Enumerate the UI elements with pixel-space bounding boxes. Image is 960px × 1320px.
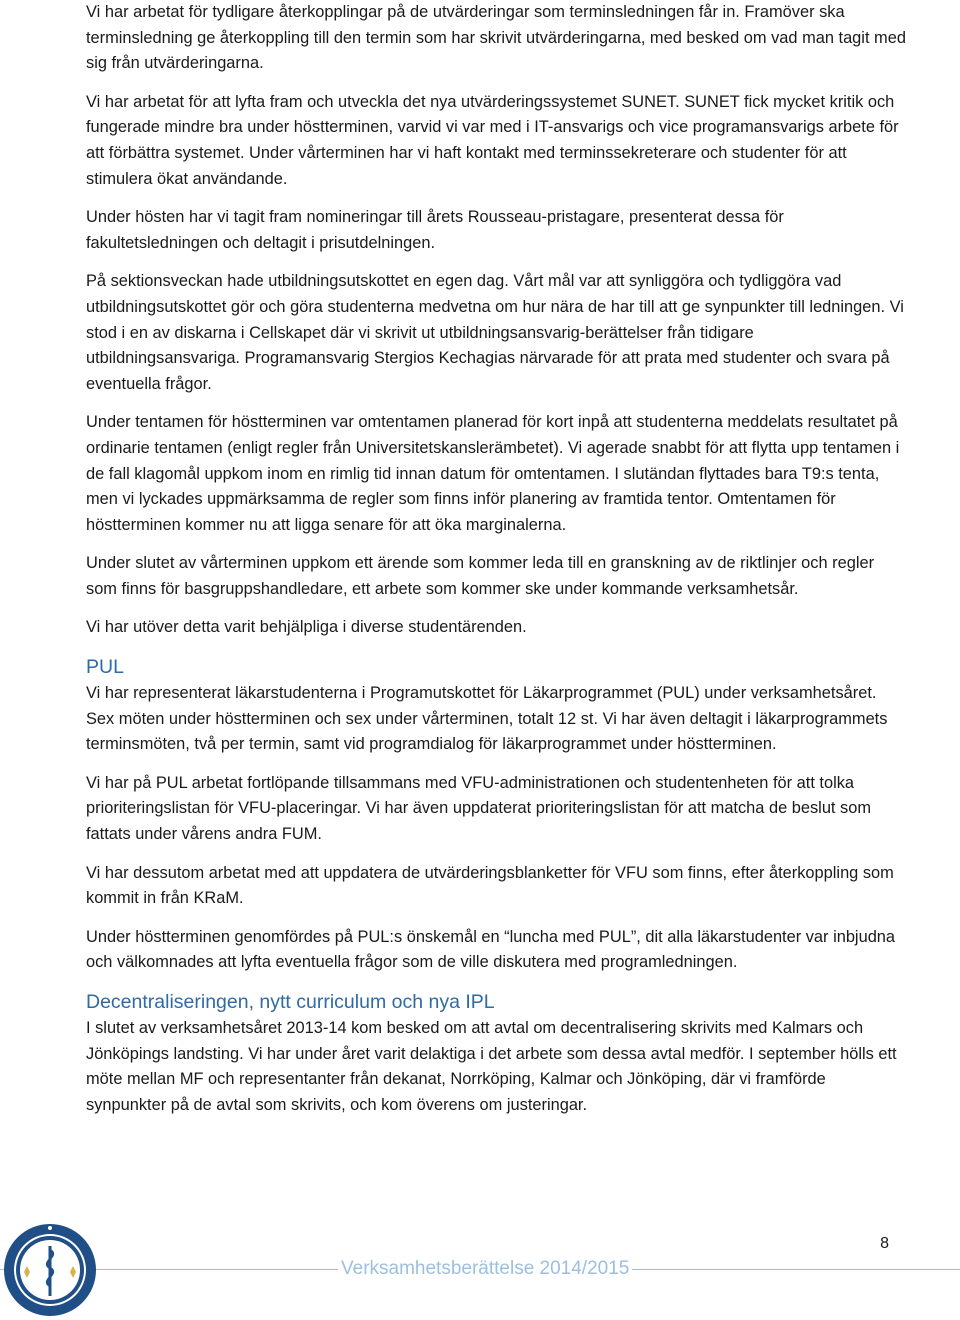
paragraph: I slutet av verksamhetsåret 2013-14 kom besked om att avtal om decentralisering skrivits med Kalmars och Jönköpings landsting. Vi har under året varit delaktiga i det arbete som dessa avtal medför. I september hölls ett möte mellan MF och representanter från dekanat, Norrköping, Kalmar och Jönköping, där vi framförde synpunkter på de avtal som skrivits, och kom överens om justeringar. xyxy=(86,1019,897,1114)
page-number: 8 xyxy=(880,1235,889,1252)
medicinska-foreningen-logo xyxy=(2,1222,98,1318)
paragraph: Vi har dessutom arbetat med att uppdatera de utvärderingsblanketter för VFU som finns, efter återkoppling som kommit in från KRaM. xyxy=(86,863,894,908)
footer-title: Verksamhetsberättelse 2014/2015 xyxy=(338,1258,632,1280)
paragraph: På sektionsveckan hade utbildningsutskottet en egen dag. Vårt mål var att synliggöra och tydliggöra vad utbildningsutskottet gör och göra studenterna medvetna om hur nära de har till att ge synpunkter till ledningen. Vi stod i en av diskarna i Cellskapet där vi skrivit ut utbildningsansvarig-berättelser från tidigare utbildningsansvariga. Programansvarig Stergios Kechagias närvarade för att prata med studenter och svara på eventuella frågor. xyxy=(86,272,904,393)
paragraph: Under höstterminen genomfördes på PUL:s önskemål en “luncha med PUL”, dit alla läkarstudenter var inbjudna och välkomnades att lyfta eventuella frågor som de ville diskutera med programledningen. xyxy=(86,927,896,972)
paragraph: Under slutet av vårterminen uppkom ett ärende som kommer leda till en granskning av de riktlinjer och regler som finns för basgruppshandledare, ett arbete som kommer ske under kommande verksamhetsår. xyxy=(86,554,875,598)
paragraph: Vi har representerat läkarstudenterna i Programutskottet för Läkarprogrammet (PUL) under verksamhetsåret. Sex möten under höstterminen och sex under vårterminen, totalt 12 st. Vi har även deltagit i läkarprogrammets terminsmöten, två per termin, samt vid programdialog för läkarprogrammet under höstterminen. xyxy=(86,684,888,754)
document-body xyxy=(86,0,906,1131)
section-heading-decentralisering: Decentraliseringen, nytt curriculum och nya IPL xyxy=(86,991,495,1013)
paragraph: Vi har utöver detta varit behjälpliga i diverse studentärenden. xyxy=(86,618,527,637)
section-heading-pul: PUL xyxy=(86,656,124,679)
paragraph: Under tentamen för höstterminen var omtentamen planerad för kort inpå att studenterna meddelats resultatet på ordinarie tentamen (enligt regler från Universitetskanslerämbetet). Vi agerade snabbt för att flytta upp tentamen i de fall klagomål uppkom inom en rimlig tid innan datum för omtentamen. I slutändan flyttades bara T9:s tenta, men vi lyckades uppmärksamma de regler som finns inför planering av framtida tentor. Omtentamen för höstterminen kommer nu att ligga senare för att öka marginalerna. xyxy=(86,413,900,534)
paragraph: Vi har arbetat för att lyfta fram och utveckla det nya utvärderingssystemet SUNET. SUNET fick mycket kritik och fungerade mindre bra under höstterminen, varvid vi var med i IT-ansvarigs och vice programansvarigs arbete för att förbättra systemet. Under vårterminen har vi haft kontakt med terminssekreterare och studenter för att stimulera ökat användande. xyxy=(86,92,899,188)
paragraph: Under hösten har vi tagit fram nomineringar till årets Rousseau-pristagare, presenterat dessa för fakultetsledningen och deltagit i prisutdelningen. xyxy=(86,208,784,252)
paragraph: Vi har på PUL arbetat fortlöpande tillsammans med VFU-administrationen och studentenheten för att tolka prioriteringslistan för VFU-placeringar. Vi har även uppdaterat prioriteringslistan för att matcha de beslut som fattats under vårens andra FUM. xyxy=(86,773,872,844)
paragraph: Vi har arbetat för tydligare återkopplingar på de utvärderingar som terminsledningen får in. Framöver ska terminsledning ge återkoppling till den termin som har skrivit utvärderingarna, med besked om vad man tagit med sig från utvärderingarna. xyxy=(86,3,906,73)
